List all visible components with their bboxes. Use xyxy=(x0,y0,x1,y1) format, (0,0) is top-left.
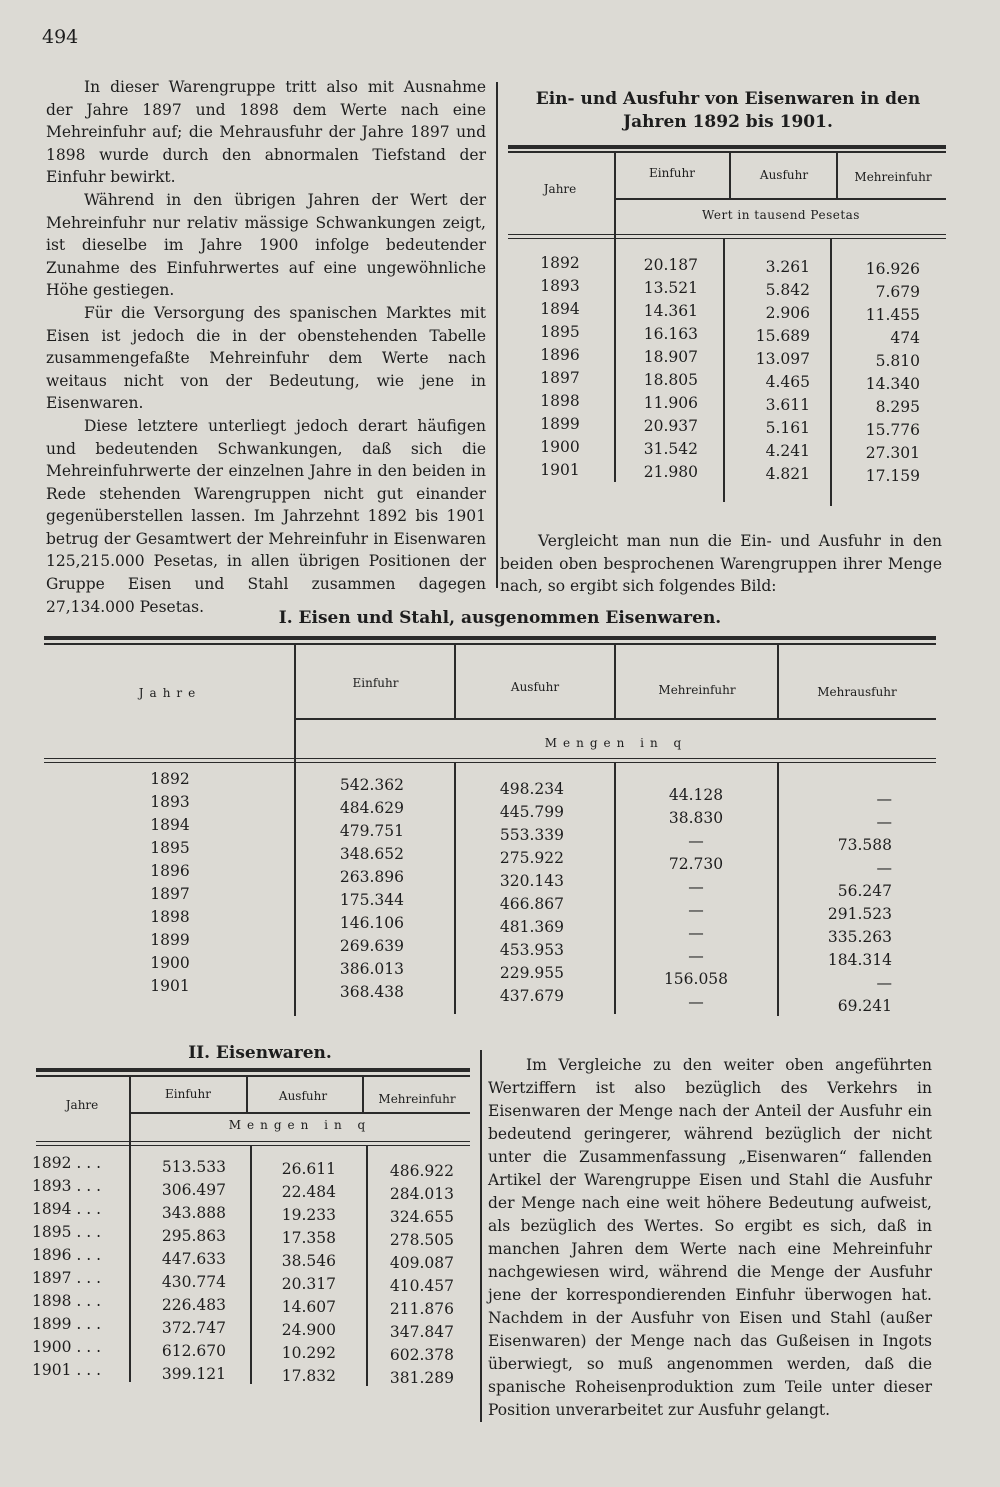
table-cell: 175.344 xyxy=(339,891,404,909)
table-cell: 11.455 xyxy=(865,306,920,324)
table-rule xyxy=(36,1141,470,1146)
table-cell: 445.799 xyxy=(499,803,564,821)
table-column-rule xyxy=(454,762,456,1014)
table-cell: 1897 xyxy=(150,885,190,903)
value-table-header-year: Jahre xyxy=(543,182,577,196)
table-cell: 368.438 xyxy=(339,983,404,1001)
table-cell: 5.810 xyxy=(875,352,920,370)
paragraph: Diese letztere unterliegt jedoch derart häufigen und bedeutenden Schwankungen, daß sich die Mehreinfuhrwerte der einzelnen Jahre in den beiden in Rede stehenden Warengruppen nicht gut einander gegenüberstellen lassen. Im Jahrzehnt 1892 bis 1901 betrug der Gesamtwert der Mehreinfuhr in Eisenwaren 125,215.000 Pesetas, in allen übrigen Positionen der Gruppe Eisen und Stahl zusammen dagegen 27,134.000 Pesetas. xyxy=(46,416,486,616)
table-cell: 38.546 xyxy=(281,1252,336,1270)
table-column-rule xyxy=(729,152,731,198)
table-cell: 5.161 xyxy=(765,419,810,437)
table-cell: 4.821 xyxy=(765,465,810,483)
table-cell: 14.340 xyxy=(865,375,920,393)
iron-table-surplus-export xyxy=(806,788,892,1018)
table-cell: 5.842 xyxy=(765,281,810,299)
table-cell: 14.361 xyxy=(643,302,698,320)
wares-table-years xyxy=(32,1152,124,1382)
table-column-rule xyxy=(246,1076,248,1114)
table-cell: 229.955 xyxy=(499,964,564,982)
table-cell: 73.588 xyxy=(837,836,892,854)
table-cell: 24.900 xyxy=(281,1321,336,1339)
column-separator xyxy=(480,1050,482,1422)
table-cell: 44.128 xyxy=(668,786,724,804)
table-cell: 347.847 xyxy=(389,1323,454,1341)
table-column-rule xyxy=(777,644,779,720)
paragraph: Vergleicht man nun die Ein- und Ausfuhr in den beiden oben besprochenen Warengruppen ihrer Menge nach, so ergibt sich folgendes Bild: xyxy=(500,532,942,596)
table-cell: 20.937 xyxy=(643,417,698,435)
table-cell: 612.670 xyxy=(161,1342,226,1360)
table-rule xyxy=(508,234,946,239)
table-cell: 553.339 xyxy=(499,826,564,844)
table-cell: 2.906 xyxy=(765,304,810,322)
iron-table-surplus-import xyxy=(650,784,742,1014)
table-cell: 56.247 xyxy=(837,882,892,900)
table-cell: — xyxy=(876,813,892,831)
table-cell: 437.679 xyxy=(499,987,564,1005)
table-cell: 10.292 xyxy=(281,1344,336,1362)
table-cell: 343.888 xyxy=(161,1204,226,1222)
table-cell: 453.953 xyxy=(499,941,564,959)
table-cell: 69.241 xyxy=(837,997,892,1015)
table-cell: 3.261 xyxy=(765,258,810,276)
paragraph: In dieser Warengruppe tritt also mit Ausnahme der Jahre 1897 und 1898 dem Werte nach eine Mehreinfuhr auf; die Mehrausfuhr der Jahre 1897 und 1898 wurde durch den abnormalen Tiefstand der Einfuhr bewirkt. xyxy=(46,78,486,187)
table-cell: 1899 xyxy=(150,931,190,949)
table-cell: 324.655 xyxy=(389,1208,454,1226)
table-column-rule xyxy=(614,152,616,482)
table-cell: — xyxy=(876,859,892,877)
paragraph: Während in den übrigen Jahren der Wert der Mehreinfuhr nur relativ mässige Schwankungen zeigt, ist dieselbe im Jahre 1900 infolge bedeutender Zunahme des Einfuhrwertes auf eine ungewöhnliche Höhe gestiegen. xyxy=(46,190,486,300)
table-cell: 381.289 xyxy=(389,1369,454,1387)
table-column-rule xyxy=(836,152,838,198)
table-cell: 1893 xyxy=(150,793,190,811)
wares-table-unit: Mengen in q xyxy=(228,1118,372,1132)
wares-table-header-export: Ausfuhr xyxy=(278,1089,328,1103)
iron-table-title: I. Eisen und Stahl, ausgenommen Eisenwaren. xyxy=(278,608,722,628)
iron-table-header-surplus-export: Mehrausfuhr xyxy=(817,685,897,699)
paragraph: Im Vergleiche zu den weiter oben angeführten Wertziffern ist also bezüglich des Verkehrs in Eisenwaren der Menge nach der Anteil der Ausfuhr ein bedeutend geringerer, während bezüglich der nicht unter die Zusammenfassung „Eisenwaren“ fallenden Artikel der Warengruppe Eisen und Stahl die Ausfuhr der Menge nach eine weit höhere Bedeutung aufweist, als bezüglich des Wertes. So ergibt es sich, daß in manchen Jahren dem Werte nach eine Mehreinfuhr nachgewiesen wird, während die Menge der Ausfuhr jene der korrespondierenden Einfuhr überwogen hat. Nachdem in der Ausfuhr von Eisen und Stahl (außer Eisenwaren) der Menge nach das Gußeisen in Ingots überwiegt, so muß angenommen werden, daß die spanische Roheisenproduktion zum Teile unter dieser Position unverarbeitet zur Ausfuhr gelangt. xyxy=(488,1056,932,1419)
table-cell: 13.521 xyxy=(643,279,698,297)
table-cell: 484.629 xyxy=(339,799,404,817)
wares-table-surplus xyxy=(378,1160,454,1390)
table-cell: 31.542 xyxy=(643,440,698,458)
table-cell: 17.832 xyxy=(281,1367,336,1385)
table-cell: 1899 xyxy=(540,415,580,433)
table-cell: 1901 . . . xyxy=(32,1361,102,1379)
iron-table-unit: Mengen in q xyxy=(544,736,688,750)
table-column-rule xyxy=(366,1146,368,1386)
table-cell: 1893 . . . xyxy=(32,1177,102,1195)
table-rule xyxy=(508,145,946,149)
iron-table-export xyxy=(490,778,564,1008)
table-cell: 1899 . . . xyxy=(32,1315,102,1333)
table-cell: 8.295 xyxy=(875,398,920,416)
table-column-rule xyxy=(294,644,296,1016)
table-cell: 1898 . . . xyxy=(32,1292,102,1310)
value-table-header-surplus: Mehreinfuhr xyxy=(854,170,932,184)
right-column-text xyxy=(500,530,942,598)
table-cell: 1895 xyxy=(540,323,580,341)
table-cell: 1895 . . . xyxy=(32,1223,102,1241)
table-cell: 1894 xyxy=(150,816,190,834)
page-number: 494 xyxy=(42,26,79,48)
table-cell: 1896 xyxy=(540,346,580,364)
table-cell: 1898 xyxy=(540,392,580,410)
iron-table-header-import: Einfuhr xyxy=(352,676,399,690)
table-cell: 18.805 xyxy=(643,371,698,389)
table-cell: 17.159 xyxy=(865,467,920,485)
table-cell: — xyxy=(876,790,892,808)
iron-table-import xyxy=(330,774,404,1004)
wares-table-title: II. Eisenwaren. xyxy=(188,1043,332,1063)
table-cell: 320.143 xyxy=(499,872,564,890)
table-cell: 466.867 xyxy=(499,895,564,913)
value-table-header-export: Ausfuhr xyxy=(759,168,809,182)
table-cell: 15.776 xyxy=(865,421,920,439)
value-table-surplus xyxy=(836,258,920,488)
iron-table-years xyxy=(130,768,210,998)
table-cell: 11.906 xyxy=(643,394,698,412)
table-rule xyxy=(130,1112,470,1114)
table-cell: 306.497 xyxy=(161,1181,226,1199)
table-cell: 211.876 xyxy=(389,1300,454,1318)
table-cell: 1900 xyxy=(150,954,190,972)
table-cell: — xyxy=(688,878,704,896)
table-cell: 15.689 xyxy=(755,327,810,345)
table-cell: 184.314 xyxy=(827,951,892,969)
iron-table-header-export: Ausfuhr xyxy=(510,680,560,694)
table-cell: 1895 xyxy=(150,839,190,857)
table-cell: 1896 xyxy=(150,862,190,880)
table-cell: 146.106 xyxy=(339,914,404,932)
table-cell: — xyxy=(688,832,704,850)
value-table-header-import: Einfuhr xyxy=(649,166,695,180)
table-cell: 291.523 xyxy=(827,905,892,923)
table-cell: 1894 xyxy=(540,300,580,318)
table-cell: 156.058 xyxy=(663,970,729,988)
table-cell: 602.378 xyxy=(389,1346,454,1364)
table-cell: 409.087 xyxy=(389,1254,454,1272)
table-cell: 335.263 xyxy=(827,928,892,946)
table-column-rule xyxy=(250,1146,252,1384)
table-cell: 372.747 xyxy=(161,1319,226,1337)
table-cell: 72.730 xyxy=(668,855,724,873)
table-cell: 481.369 xyxy=(499,918,564,936)
table-cell: 1900 xyxy=(540,438,580,456)
table-cell: 410.457 xyxy=(389,1277,454,1295)
table-cell: 1894 . . . xyxy=(32,1200,102,1218)
table-column-rule xyxy=(614,762,616,1014)
left-column-text xyxy=(46,76,486,618)
table-rule xyxy=(616,198,946,200)
table-cell: 18.907 xyxy=(643,348,698,366)
bottom-right-text xyxy=(488,1054,932,1422)
table-cell: — xyxy=(688,924,704,942)
table-cell: 1893 xyxy=(540,277,580,295)
table-cell: 1892 xyxy=(150,770,190,788)
table-cell: 1901 xyxy=(540,461,580,479)
paragraph: Für die Versorgung des spanischen Marktes mit Eisen ist jedoch die in der obenstehenden Tabelle zusammengefaßte Mehreinfuhr dem Werte nach weitaus nicht von der Bedeutung, wie jene in Eisenwaren. xyxy=(46,303,486,413)
table-column-rule xyxy=(777,762,779,1016)
table-cell: 19.233 xyxy=(281,1206,336,1224)
table-cell: 1897 . . . xyxy=(32,1269,102,1287)
table-cell: 542.362 xyxy=(339,776,404,794)
table-cell: 38.830 xyxy=(668,809,724,827)
table-column-rule xyxy=(614,644,616,720)
table-cell: 486.922 xyxy=(389,1162,454,1180)
table-cell: 14.607 xyxy=(281,1298,336,1316)
table-cell: 13.097 xyxy=(755,350,810,368)
table-cell: 513.533 xyxy=(161,1158,226,1176)
column-separator xyxy=(496,82,498,588)
table-cell: 1898 xyxy=(150,908,190,926)
table-cell: — xyxy=(876,974,892,992)
table-rule xyxy=(36,1075,470,1077)
table-cell: 3.611 xyxy=(765,396,810,414)
value-table-title: Ein- und Ausfuhr von Eisenwaren in den Jahren 1892 bis 1901. xyxy=(535,89,921,132)
table-cell: 295.863 xyxy=(161,1227,226,1245)
iron-table-header-surplus-import: Mehreinfuhr xyxy=(658,683,736,697)
table-cell: 16.163 xyxy=(643,325,698,343)
table-cell: 4.465 xyxy=(765,373,810,391)
table-cell: 1896 . . . xyxy=(32,1246,102,1264)
table-cell: 386.013 xyxy=(339,960,404,978)
table-cell: 348.652 xyxy=(339,845,404,863)
table-cell: 275.922 xyxy=(499,849,564,867)
value-table-unit: Wert in tausend Pesetas xyxy=(702,208,860,222)
table-rule xyxy=(44,643,936,645)
table-cell: 430.774 xyxy=(161,1273,226,1291)
table-rule xyxy=(44,636,936,640)
iron-table-header-year: Jahre xyxy=(138,686,202,700)
table-cell: 269.639 xyxy=(339,937,404,955)
table-cell: 278.505 xyxy=(389,1231,454,1249)
table-rule xyxy=(44,758,936,763)
table-cell: 479.751 xyxy=(339,822,404,840)
table-cell: 16.926 xyxy=(865,260,920,278)
table-column-rule xyxy=(129,1076,131,1382)
table-cell: 1897 xyxy=(540,369,580,387)
table-cell: 26.611 xyxy=(281,1160,336,1178)
value-table-export xyxy=(730,256,810,486)
table-cell: 27.301 xyxy=(865,444,920,462)
table-rule xyxy=(296,718,936,720)
table-cell: 7.679 xyxy=(875,283,920,301)
wares-table-header-year: Jahre xyxy=(65,1098,99,1112)
table-cell: — xyxy=(688,947,704,965)
table-cell: 21.980 xyxy=(643,463,698,481)
table-cell: 1892 xyxy=(540,254,580,272)
table-cell: 4.241 xyxy=(765,442,810,460)
wares-table-import xyxy=(150,1156,226,1386)
table-column-rule xyxy=(830,238,832,506)
table-cell: 447.633 xyxy=(161,1250,226,1268)
table-cell: 22.484 xyxy=(281,1183,336,1201)
wares-table-header-import: Einfuhr xyxy=(165,1087,211,1101)
table-cell: 474 xyxy=(890,329,920,347)
table-cell: 399.121 xyxy=(161,1365,226,1383)
value-table-import xyxy=(620,254,698,484)
table-cell: 17.358 xyxy=(281,1229,336,1247)
value-table-years xyxy=(520,252,600,482)
wares-table-header-surplus: Mehreinfuhr xyxy=(378,1092,456,1106)
table-rule xyxy=(508,151,946,153)
table-cell: 1901 xyxy=(150,977,190,995)
table-cell: 498.234 xyxy=(499,780,564,798)
table-cell: 284.013 xyxy=(389,1185,454,1203)
table-cell: 20.317 xyxy=(281,1275,336,1293)
table-cell: 1900 . . . xyxy=(32,1338,102,1356)
table-rule xyxy=(36,1068,470,1072)
table-cell: 263.896 xyxy=(339,868,404,886)
table-cell: 20.187 xyxy=(643,256,698,274)
table-cell: — xyxy=(688,901,704,919)
table-cell: — xyxy=(688,993,704,1011)
table-cell: 1892 . . . xyxy=(32,1154,102,1172)
table-column-rule xyxy=(454,644,456,720)
table-column-rule xyxy=(723,238,725,502)
wares-table-export xyxy=(262,1158,336,1388)
table-cell: 226.483 xyxy=(161,1296,226,1314)
table-column-rule xyxy=(362,1076,364,1114)
